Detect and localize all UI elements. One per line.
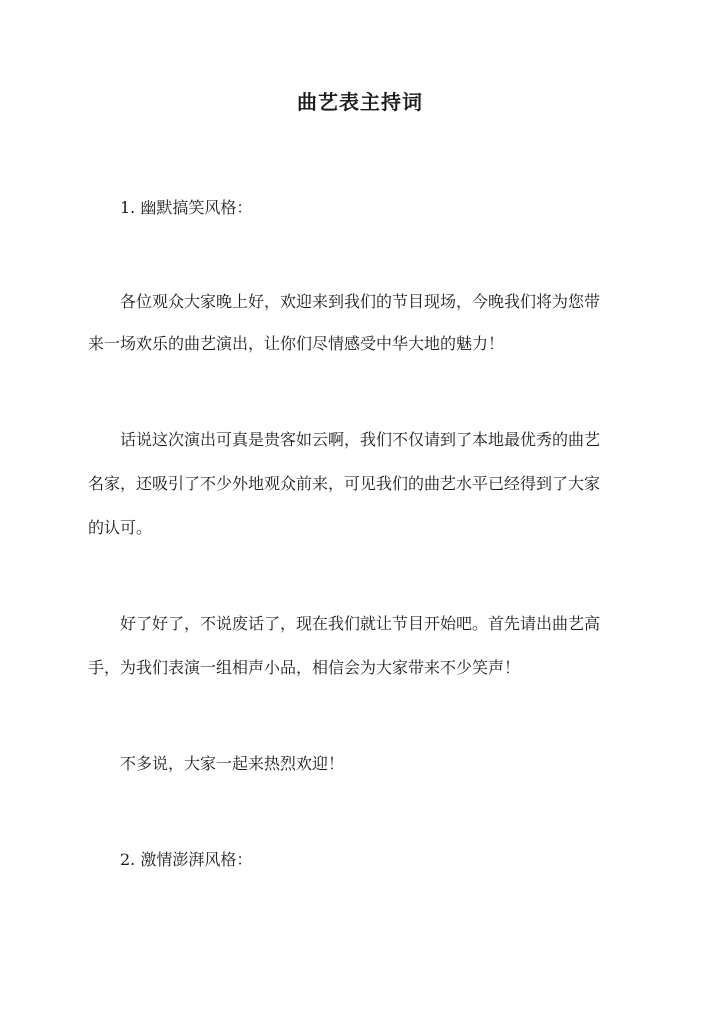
paragraph-line: 话说这次演出可真是贵客如云啊，我们不仅请到了本地最优秀的曲艺 [120,430,601,449]
paragraph-line: 的认可。 [88,518,153,537]
paragraph-line: 各位观众大家晚上好，欢迎来到我们的节目现场，今晚我们将为您带 [120,292,601,311]
section-heading: 2. 激情澎湃风格： [120,850,253,869]
document-title: 曲艺表主持词 [297,90,423,114]
paragraph-line: 来一场欢乐的曲艺演出，让你们尽情感受中华大地的魅力！ [88,334,505,353]
paragraph-line: 不多说，大家一起来热烈欢迎！ [120,754,345,773]
paragraph-line: 手，为我们表演一组相声小品，相信会为大家带来不少笑声！ [88,658,521,677]
paragraph-line: 名家，还吸引了不少外地观众前来，可见我们的曲艺水平已经得到了大家 [88,474,601,493]
paragraph-line: 好了好了，不说废话了，现在我们就让节目开始吧。首先请出曲艺高 [120,614,601,633]
section-heading: 1. 幽默搞笑风格： [120,198,253,217]
